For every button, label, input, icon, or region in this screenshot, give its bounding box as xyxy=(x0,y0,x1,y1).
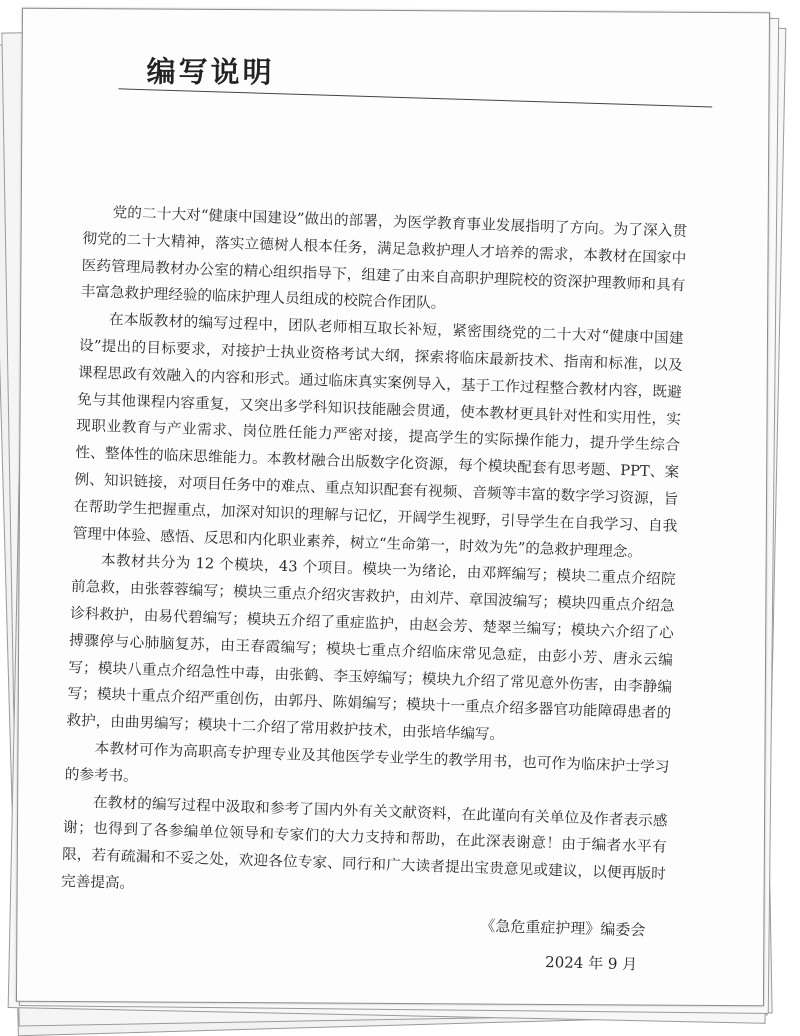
signature-date: 2024 年 9 月 xyxy=(544,952,638,974)
title-underline xyxy=(118,88,712,107)
paragraph: 在本版教材的编写过程中，团队老师相互取长补短，紧密围绕党的二十大对“健康中国建设”提出的目标要求，对接护士执业资格考试大纲，探索将临床最新技术、指南和标准，以及课程思政有效融入的内容和形式。通过临床真实案例导入，基于工作过程整合教材内容，既避免与其他课程内容重复，又突出多学科知识技能融会贯通，使本教材更具针对性和实用性，实现职业教育与产业需求、岗位胜任能力严密对接，提高学生的实际操作能力，提升学生综合性、整体性的临床思维能力。本教材融合出版数字化资源，每个模块配套有思考题、PPT、案例、知识链接，对项目任务中的难点、重点知识配套有视频、音频等丰富的数字学习资源，旨在帮助学生把握重点，加深对知识的理解与记忆，开阔学生视野，引导学生在自我学习、自我管理中体验、感悟、反思和内化职业素养，树立“生命第一，时效为先”的急救护理理念。 xyxy=(72,311,684,561)
document-page xyxy=(16,8,770,1007)
signature-committee: 《急危重症护理》编委会 xyxy=(480,916,646,940)
paragraph: 党的二十大对“健康中国建设”做出的部署，为医学教育事业发展指明了方向。为了深入贯彻党的二十大精神，落实立德树人根本任务，满足急救护理人才培养的需求，本教材在国家中医药管理局教材办公室的精心组织指导下，组建了由来自高职护理院校的资深护理教师和具有丰富急救护理经验的临床护理人员组成的校院合作团队。 xyxy=(80,204,688,313)
paragraph: 本教材共分为 12 个模块，43 个项目。模块一为绪论，由邓辉编写；模块二重点介绍院前急救，由张蓉蓉编写；模块三重点介绍灾害救护，由刘芹、章国波编写；模块四重点介绍急诊科救护，由易代碧编写；模块五介绍了重症监护，由赵会芳、楚翠兰编写；模块六介绍了心搏骤停与心肺脑复苏，由王春霞编写；模块七重点介绍临床常见急症，由彭小芳、唐永云编写；模块八重点介绍急性中毒，由张鹤、李玉婷编写；模块九介绍了常见意外伤害，由李静编写；模块十重点介绍严重创伤，由郭丹、陈娟编写；模块十一重点介绍多器官功能障碍患者的救护，由曲男编写；模块十二介绍了常用救护技术，由张培华编写。 xyxy=(66,552,676,744)
paragraph: 本教材可作为高职高专护理专业及其他医学专业学生的教学用书，也可作为临床护士学习的参考书。 xyxy=(64,739,670,785)
page-title: 编写说明 xyxy=(146,54,275,90)
paragraph: 在教材的编写过程中汲取和参考了国内外有关文献资料，在此谨向有关单位及作者表示感谢；也得到了各参编单位领导和专家们的大力支持和帮助，在此深表谢意！由于编者水平有限，若有疏漏和不妥之处，欢迎各位专家、同行和广大读者提出宝贵意见或建议，以便再版时完善提高。 xyxy=(60,793,668,893)
body-text xyxy=(61,199,688,915)
